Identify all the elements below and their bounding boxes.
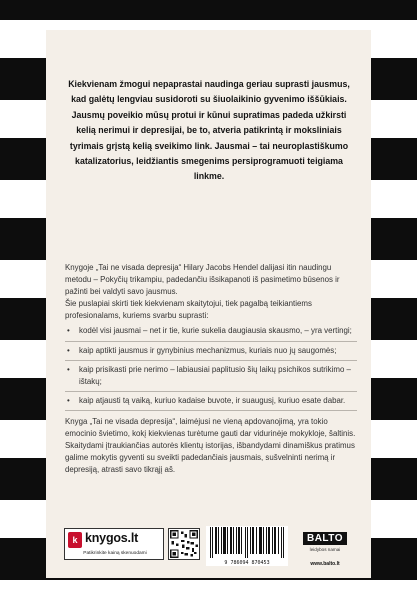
stripe bbox=[0, 0, 417, 20]
publisher-url: www.balto.lt bbox=[310, 561, 340, 567]
publisher-block bbox=[296, 528, 354, 566]
cover-footer bbox=[64, 524, 354, 570]
publisher-logo: BALTO bbox=[303, 532, 347, 545]
knygos-badge bbox=[64, 528, 164, 560]
paragraph: Knygoje „Tai ne visada depresija“ Hilary Jacobs Hendel dalijasi itin naudingu metodu – Pokyčių trikampiu, padedančiu išsikapanoti iš pasimetimo būsenos ir pažinti bei valdyti savo jausmus. bbox=[65, 263, 340, 297]
list-item: • kaip prisikasti prie nerimo – labiausiai paplitusio šių laikų psichikos sutrikimo – ištakų; bbox=[65, 364, 357, 392]
list-item: • kaip atjausti tą vaiką, kuriuo kadaise buvote, ir suaugusį, kuriuo esate dabar. bbox=[65, 395, 357, 411]
paragraph: Šie puslapiai skirti tiek kiekvienam skaitytojui, tiek pagalbą teikiantiems profesionalams, kuriems svarbu suprasti: bbox=[65, 299, 312, 321]
knygos-k-icon: k bbox=[68, 532, 82, 548]
bullet-list bbox=[65, 325, 357, 410]
body-text bbox=[65, 262, 357, 476]
knygos-logo: knygos.lt bbox=[85, 531, 139, 545]
knygos-scan-caption: Patikrinkite kainą skenuodami bbox=[83, 551, 147, 556]
barcode-icon bbox=[206, 526, 288, 558]
qr-code-icon bbox=[168, 528, 200, 560]
isbn-barcode bbox=[206, 526, 288, 566]
isbn-number: 9 786094 870453 bbox=[224, 560, 270, 566]
paragraph: Knyga „Tai ne visada depresija“, laimėjusi ne vieną apdovanojimą, yra tokio emocinio švietimo, kokį kiekvienas turėtume gauti dar vidurinėje mokykloje, šaltinis. Skaitydami įtraukiančias autorės klientų istorijas, išbandydami dinamiškus pratimus galime mokytis gyventi su sveikti padedančiais jausmais, sušvelninti nerimą ir depresiją, atrasti savo tikrąjį aš. bbox=[65, 416, 356, 475]
back-cover-panel bbox=[46, 30, 371, 578]
list-item: • kaip aptikti jausmus ir gynybinius mechanizmus, kuriais nuo jų saugomės; bbox=[65, 345, 357, 361]
list-item: • kodėl visi jausmai – net ir tie, kurie sukelia daugiausia skausmo, – yra vertingi; bbox=[65, 325, 357, 341]
publisher-subtitle: leidybos namai bbox=[309, 547, 341, 552]
blurb-text: Kiekvienam žmogui nepaprastai naudinga geriau suprasti jausmus, kad galėtų lengviau susidoroti su šiuolaikinio gyvenimo iššūkiais. Jausmų poveikio mūsų protui ir kūnui supratimas padeda užkirsti kelią nerimui ir depresijai, be to, atveria patikrintą ir moksliniais tyrimais grįstą kelią sveikimo link. Jausmai – tai neuroplastiškumo katalizatorius, leidžiantis smegenims persiprogramuoti teigiama linkme. bbox=[68, 79, 350, 182]
